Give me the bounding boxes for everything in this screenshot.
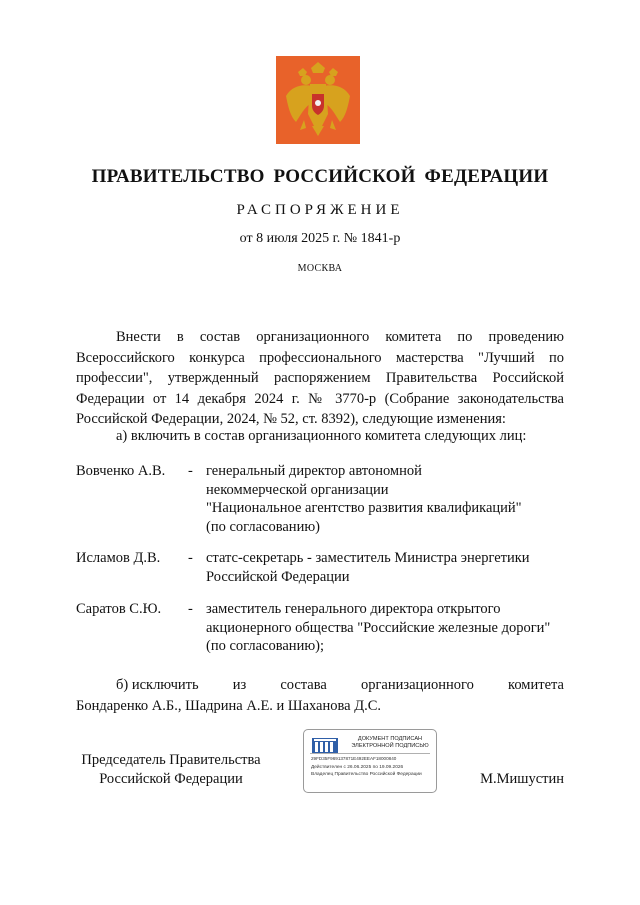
stamp-title: [344, 736, 436, 750]
document-date-number: от 8 июля 2025 г. № 1841-р: [239, 231, 401, 246]
signatory-name: М.Мишустин: [480, 771, 564, 787]
person-name: Исламов Д.В.: [76, 550, 161, 566]
government-name: ПРАВИТЕЛЬСТВО РОССИЙСКОЙ ФЕДЕРАЦИИ: [91, 166, 549, 187]
item-b-word: организационного: [360, 677, 474, 693]
item-b-word: комитета: [508, 677, 564, 693]
item-a: а) включить в состав организационного комитета следующих лиц:: [116, 428, 527, 444]
person-name: Вовченко А.В.: [76, 463, 166, 479]
person-role: заместитель генерального директора открытого акционерного общества "Российские железные дороги" (по согласованию);: [206, 601, 551, 654]
person-dash: -: [188, 463, 193, 479]
russian-coat-of-arms-icon: [276, 56, 360, 144]
stamp-certificate: 29FD35F969137871E492EEAF18000840: [311, 756, 397, 761]
document-city: МОСКВА: [297, 263, 343, 274]
item-b-word: состава: [280, 677, 327, 693]
item-b-line-2: Бондаренко А.Б., Шадрина А.Е. и Шаханова Д.С.: [76, 697, 382, 714]
person-role: генеральный директор автономной некоммерческой организации "Национальное агентство развития квалификаций" (по согласованию): [206, 463, 522, 535]
stamp-title-line: ДОКУМЕНТ ПОДПИСАН: [357, 736, 423, 742]
stamp-owner: Владелец Правительство Российской Федерации: [311, 772, 422, 777]
stamp-divider: [310, 753, 430, 754]
signatory-title-line: Председатель Правительства: [81, 752, 261, 768]
person-role: статс-секретарь - заместитель Министра энергетики Российской Федерации: [206, 550, 530, 585]
item-b-line-1: [76, 675, 564, 696]
electronic-signature-stamp: [303, 729, 437, 793]
signatory-title: [76, 751, 266, 789]
signatory-title-line: Российской Федерации: [99, 771, 243, 787]
person-name: Саратов С.Ю.: [76, 601, 162, 617]
stamp-validity: Действителен с 26.06.2025 по 19.09.2026: [311, 765, 404, 770]
person-dash: -: [188, 601, 193, 617]
item-b: [76, 675, 564, 716]
intro-paragraph: Внести в состав организационного комитета по проведению Всероссийского конкурса профессионального мастерства "Лучший по профессии", утвержденный распоряжением Правительства Российской Федерации от 14 декабря 2024 г. № 3770-р (Собрание законодательства Российской Федерации, 2024, № 52, ст. 8392), следующие изменения:: [76, 329, 564, 427]
stamp-title-line: ЭЛЕКТРОННОЙ ПОДПИСЬЮ: [351, 743, 429, 749]
person-dash: -: [188, 550, 193, 566]
item-b-word: из: [232, 677, 247, 693]
document-type: РАСПОРЯЖЕНИЕ: [236, 202, 404, 218]
item-b-word: б) исключить: [116, 677, 199, 693]
